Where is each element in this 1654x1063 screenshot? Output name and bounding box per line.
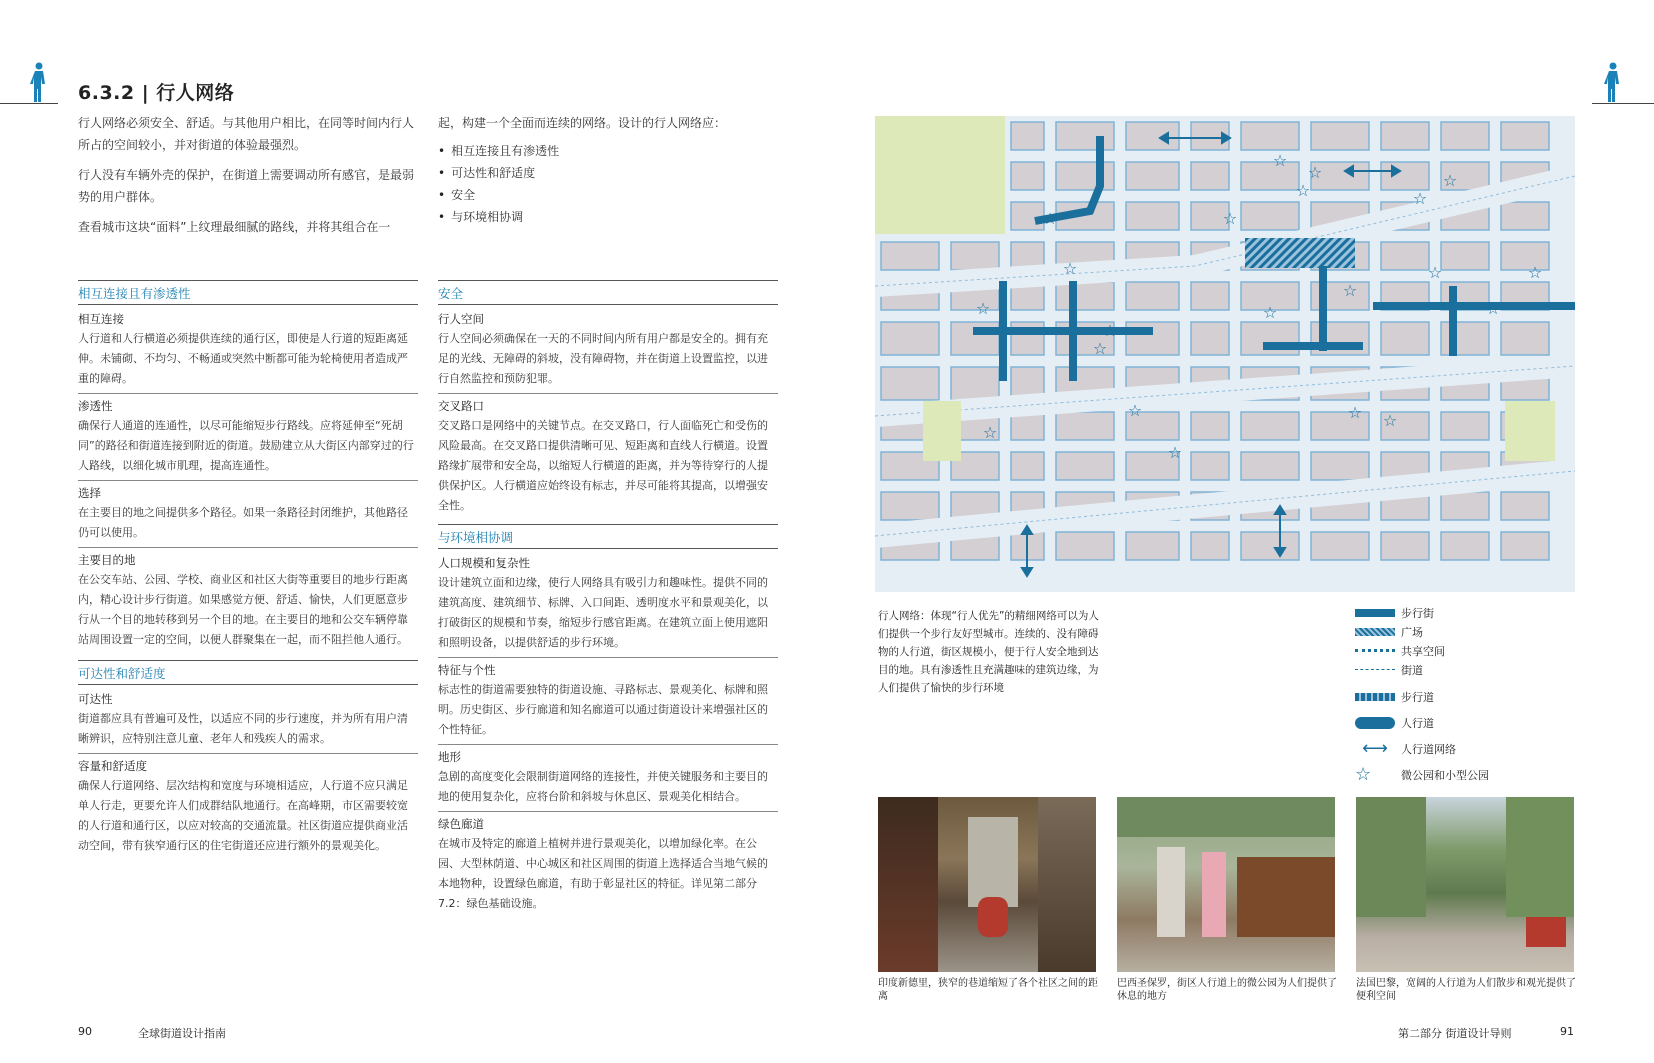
legend-label: 广场 bbox=[1401, 626, 1423, 639]
city-block bbox=[1056, 122, 1114, 150]
star-icon: ☆ bbox=[1355, 764, 1372, 785]
city-block bbox=[1241, 122, 1299, 150]
part-title: 第二部分 街道设计导则 bbox=[1398, 1027, 1512, 1040]
legend-label: 人行道网络 bbox=[1401, 743, 1456, 756]
hatched-bar-icon bbox=[1355, 625, 1395, 639]
topic-item-text: 在主要目的地之间提供多个路径。如果一条路径封闭维护，其他路径仍可以使用。 bbox=[78, 506, 408, 539]
topic-item-text: 在城市及特定的廊道上植树并进行景观美化，以增加绿化率。在公园、大型林荫道、中心城区和社区周围的街道上选择适合当地气候的本地物种，设置绿色廊道，有助于彰显社区的特征。详见第二部分7.2：绿色基础设施。 bbox=[438, 837, 768, 910]
bullet-item: • 相互连接且有渗透性 bbox=[438, 140, 778, 162]
city-block bbox=[1241, 412, 1299, 440]
city-block bbox=[1241, 162, 1299, 190]
city-block bbox=[1011, 202, 1044, 230]
city-block bbox=[951, 367, 999, 400]
city-block bbox=[1126, 122, 1179, 150]
city-block bbox=[1311, 532, 1369, 560]
topic-section bbox=[78, 660, 418, 860]
topic-section bbox=[78, 280, 418, 654]
bullet-list bbox=[438, 140, 778, 228]
city-block bbox=[1501, 532, 1549, 560]
city-block bbox=[1441, 242, 1489, 270]
star-icon: ☆ bbox=[1092, 339, 1108, 358]
topic-item-text: 人行道和人行横道必须提供连续的通行区，即使是人行道的短距离延伸。未铺砌、不均匀、不畅通或突然中断都可能为轮椅使用者造成严重的障碍。 bbox=[78, 332, 408, 385]
topic-item-text: 确保人行道网络、层次结构和宽度与环境相适应，人行道不应只满足单人行走，更要允许人们成群结队地通行。在高峰期，市区需要较宽的人行道和通行区，以应对较高的交通流量。社区街道应提供商业活动空间，带有狭窄通行区的住宅街道还应进行额外的景观美化。 bbox=[78, 779, 408, 852]
topic-item bbox=[438, 662, 778, 745]
topic-item-text: 在公交车站、公园、学校、商业区和社区大街等重要目的地步行距离内，精心设计步行街道。如果感觉方便、舒适、愉快，人们更愿意步行从一个目的地转移到另一个目的地。在主要目的地和公交车辆停靠站周围设置一定的空间，以便人群聚集在一起，而不阻拦他人通行。 bbox=[78, 573, 408, 646]
intro-paragraph: 行人没有车辆外壳的保护，在街道上需要调动所有感官，是最弱势的用户群体。 bbox=[78, 168, 415, 204]
city-block bbox=[1501, 492, 1549, 520]
city-block bbox=[1311, 122, 1369, 150]
bullet-item: • 安全 bbox=[438, 184, 778, 206]
bullet-item: • 可达性和舒适度 bbox=[438, 162, 778, 184]
city-block bbox=[1126, 532, 1179, 560]
intro-paragraph: 查看城市这块“面料”上纹理最细腻的路线，并将其组合在一 bbox=[78, 220, 391, 234]
city-block bbox=[1441, 322, 1489, 355]
park bbox=[875, 116, 1005, 234]
topic-item-text: 急剧的高度变化会限制街道网络的连接性，并使关键服务和主要目的地的使用复杂化，应将台阶和斜坡与休息区、景观美化相结合。 bbox=[438, 770, 768, 803]
page-title: 6.3.2 | 行人网络 bbox=[78, 82, 235, 104]
city-block bbox=[1056, 282, 1114, 310]
topic-item bbox=[78, 552, 418, 654]
star-icon: ☆ bbox=[1272, 151, 1288, 170]
rounded-bar-icon bbox=[1355, 716, 1395, 730]
city-block bbox=[1056, 532, 1114, 560]
star-icon: ☆ bbox=[1427, 263, 1443, 282]
city-block bbox=[1241, 532, 1299, 560]
intro-lead: 起，构建一个全面而连续的网络。设计的行人网络应： bbox=[438, 116, 727, 130]
star-icon: ☆ bbox=[1307, 163, 1323, 182]
city-block bbox=[1501, 202, 1549, 230]
legend-label: 街道 bbox=[1401, 664, 1423, 677]
city-block bbox=[1381, 162, 1429, 190]
narrow-lane-photo-icon bbox=[878, 797, 1096, 972]
star-icon: ☆ bbox=[1262, 303, 1278, 322]
photo-caption: 印度新德里，狭窄的巷道缩短了各个社区之间的距离 bbox=[878, 978, 1098, 1002]
topic-section bbox=[438, 524, 778, 918]
city-block bbox=[1126, 162, 1179, 190]
topic-item bbox=[438, 398, 778, 520]
city-block bbox=[1191, 412, 1229, 440]
legend-item bbox=[1355, 643, 1445, 659]
legend-item bbox=[1355, 605, 1434, 621]
topic-item-title: 渗透性 bbox=[78, 399, 113, 413]
city-block bbox=[1501, 322, 1549, 355]
header-rule-right bbox=[1592, 103, 1654, 104]
star-icon: ☆ bbox=[975, 299, 991, 318]
star-icon: ☆ bbox=[1442, 171, 1458, 190]
city-block bbox=[1381, 122, 1429, 150]
topics-left-column bbox=[78, 280, 418, 864]
topic-section bbox=[438, 280, 778, 520]
city-block bbox=[951, 322, 999, 355]
header-rule-left bbox=[0, 103, 58, 104]
star-icon: ☆ bbox=[1412, 189, 1428, 208]
star-icon: ☆ bbox=[1167, 443, 1183, 462]
star-icon: ☆ bbox=[1485, 299, 1501, 318]
legend-label: 微公园和小型公园 bbox=[1401, 769, 1489, 782]
city-block bbox=[1056, 412, 1114, 440]
intro-left bbox=[78, 112, 418, 246]
city-block bbox=[1191, 162, 1229, 190]
topic-item-title: 地形 bbox=[438, 750, 461, 764]
star-icon: ☆ bbox=[1527, 263, 1543, 282]
city-block bbox=[1241, 322, 1299, 355]
city-block bbox=[1441, 412, 1489, 440]
topic-item-text: 街道都应具有普遍可及性，以适应不同的步行速度，并为所有用户清晰辨识，应特别注意儿童、老年人和残疾人的需求。 bbox=[78, 712, 408, 745]
pedestrian-network-map bbox=[875, 116, 1575, 592]
legend-item bbox=[1355, 738, 1456, 759]
city-block bbox=[1241, 202, 1299, 230]
topic-item-title: 人口规模和复杂性 bbox=[438, 556, 530, 570]
topic-item-text: 行人空间必须确保在一天的不同时间内所有用户都是安全的。拥有充足的光线、无障碍的斜坡，没有障碍物，并在街道上设置监控，以进行自然监控和预防犯罪。 bbox=[438, 332, 768, 385]
star-icon: ☆ bbox=[1295, 181, 1311, 200]
photo-caption: 法国巴黎，宽阔的人行道为人们散步和观光提供了便利空间 bbox=[1356, 978, 1576, 1002]
photo-caption: 巴西圣保罗，街区人行道上的微公园为人们提供了休息的地方 bbox=[1117, 978, 1337, 1002]
star-icon: ☆ bbox=[1222, 209, 1238, 228]
topic-item-title: 交叉路口 bbox=[438, 399, 484, 413]
legend-item bbox=[1355, 689, 1434, 705]
city-block bbox=[1441, 492, 1489, 520]
page-number-right: 91 bbox=[1560, 1025, 1574, 1038]
topic-title: 相互连接且有渗透性 bbox=[78, 280, 418, 305]
star-icon: ☆ bbox=[1042, 209, 1058, 228]
legend-item bbox=[1355, 662, 1423, 678]
city-block bbox=[881, 242, 939, 270]
city-block bbox=[1011, 452, 1044, 480]
city-block bbox=[1191, 282, 1229, 310]
intro-paragraph: 行人网络必须安全、舒适。与其他用户相比，在同等时间内行人所占的空间较小，并对街道的体验最强烈。 bbox=[78, 116, 415, 152]
topic-item-title: 主要目的地 bbox=[78, 553, 136, 567]
topic-title: 可达性和舒适度 bbox=[78, 660, 418, 685]
topic-item bbox=[78, 758, 418, 860]
topic-item bbox=[438, 311, 778, 394]
park bbox=[1505, 401, 1555, 461]
topic-item-text: 确保行人通道的连通性，以尽可能缩短步行路线。应将延伸至“死胡同”的路径和街道连接到附近的街道。鼓励建立从大街区内部穿过的行人路线，以细化城市肌理，提高连通性。 bbox=[78, 419, 414, 472]
double-arrow-icon: ⟷ bbox=[1362, 738, 1388, 759]
topic-item bbox=[78, 691, 418, 754]
city-block bbox=[1011, 122, 1044, 150]
city-block bbox=[1191, 452, 1229, 480]
legend-item bbox=[1355, 624, 1423, 640]
plaza bbox=[1245, 238, 1355, 268]
city-block bbox=[1381, 242, 1429, 270]
city-block bbox=[1381, 322, 1429, 355]
map-caption: 行人网络：体现“行人优先”的精细网络可以为人们提供一个步行友好型城市。连续的、没有障碍物的人行道，街区规模小，便于行人安全地到达目的地。具有渗透性且充满趣味的建筑边缘，为人们提供了愉快的步行环境 bbox=[878, 610, 1099, 694]
pedestrian-icon bbox=[28, 62, 50, 102]
topic-item-text: 交叉路口是网络中的关键节点。在交叉路口，行人面临死亡和受伤的风险最高。在交叉路口提供清晰可见、短距离和直线人行横道。设置路缘扩展带和安全岛，以缩短人行横道的距离，并为等待穿行的人提供保护区。人行横道应始终设有标志，并尽可能将其提高，以增强安全性。 bbox=[438, 419, 768, 512]
city-block bbox=[1311, 452, 1369, 480]
city-block bbox=[881, 367, 939, 400]
city-block bbox=[1126, 322, 1179, 355]
page-number-left: 90 bbox=[78, 1025, 92, 1038]
topic-item bbox=[438, 555, 778, 658]
pedestrian-icon bbox=[1602, 62, 1624, 102]
city-block bbox=[881, 492, 939, 520]
city-block bbox=[1191, 532, 1229, 560]
topic-title: 与环境相协调 bbox=[438, 524, 778, 549]
city-block bbox=[1441, 122, 1489, 150]
city-block bbox=[1011, 322, 1044, 355]
topic-item-text: 设计建筑立面和边缘，使行人网络具有吸引力和趣味性。提供不同的建筑高度、建筑细节、标牌、入口间距、透明度水平和景观美化，以打破街区的规模和节奏，缩短步行感官距离。在建筑立面上使用遮阳和照明设备，以提供舒适的步行环境。 bbox=[438, 576, 768, 649]
city-block bbox=[1381, 532, 1429, 560]
topic-item bbox=[78, 311, 418, 394]
city-block bbox=[1056, 162, 1114, 190]
topic-item bbox=[438, 749, 778, 812]
city-block bbox=[1441, 532, 1489, 560]
legend-label: 步行街 bbox=[1401, 607, 1434, 620]
topic-item-title: 选择 bbox=[78, 486, 101, 500]
city-block bbox=[881, 322, 939, 355]
book-title: 全球街道设计指南 bbox=[138, 1027, 226, 1040]
star-icon: ☆ bbox=[1062, 259, 1078, 278]
star-icon: ☆ bbox=[1127, 401, 1143, 420]
city-block bbox=[1191, 322, 1229, 355]
legend-item bbox=[1355, 764, 1489, 785]
city-block bbox=[1126, 202, 1179, 230]
city-block bbox=[1056, 452, 1114, 480]
legend-label: 步行道 bbox=[1401, 691, 1434, 704]
legend-item bbox=[1355, 715, 1434, 731]
legend-label: 共享空间 bbox=[1401, 645, 1445, 658]
city-block bbox=[1241, 452, 1299, 480]
city-block bbox=[951, 242, 999, 270]
dotted-line-icon bbox=[1355, 644, 1395, 658]
boulevard-photo-icon bbox=[1356, 797, 1574, 972]
topic-item-title: 行人空间 bbox=[438, 312, 484, 326]
dashed-line-icon bbox=[1355, 663, 1395, 677]
star-icon: ☆ bbox=[1347, 403, 1363, 422]
city-block bbox=[1501, 122, 1549, 150]
solid-bar-icon bbox=[1355, 606, 1395, 620]
topic-item-title: 特征与个性 bbox=[438, 663, 496, 677]
bullet-item: • 与环境相协调 bbox=[438, 206, 778, 228]
star-icon: ☆ bbox=[1382, 411, 1398, 430]
topic-item bbox=[78, 485, 418, 548]
city-block bbox=[1011, 162, 1044, 190]
star-icon: ☆ bbox=[982, 423, 998, 442]
topic-item-title: 相互连接 bbox=[78, 312, 124, 326]
park bbox=[923, 401, 961, 461]
legend-label: 人行道 bbox=[1401, 717, 1434, 730]
topic-item-text: 标志性的街道需要独特的街道设施、寻路标志、景观美化、标牌和照明。历史街区、步行廊道和知名廊道可以通过街道设计来增强社区的个性特征。 bbox=[438, 683, 768, 736]
star-icon: ☆ bbox=[1342, 281, 1358, 300]
parklet-photo-icon bbox=[1117, 797, 1335, 972]
topics-right-column bbox=[438, 280, 778, 922]
star-icon: ☆ bbox=[1102, 321, 1118, 340]
topic-item-title: 容量和舒适度 bbox=[78, 759, 147, 773]
city-block bbox=[1126, 282, 1179, 310]
dotted-bar-icon bbox=[1355, 690, 1395, 704]
topic-item-title: 绿色廊道 bbox=[438, 817, 484, 831]
intro-right bbox=[438, 112, 778, 228]
topic-item-title: 可达性 bbox=[78, 692, 113, 706]
topic-title: 安全 bbox=[438, 280, 778, 305]
topic-item bbox=[438, 816, 778, 918]
topic-item bbox=[78, 398, 418, 481]
